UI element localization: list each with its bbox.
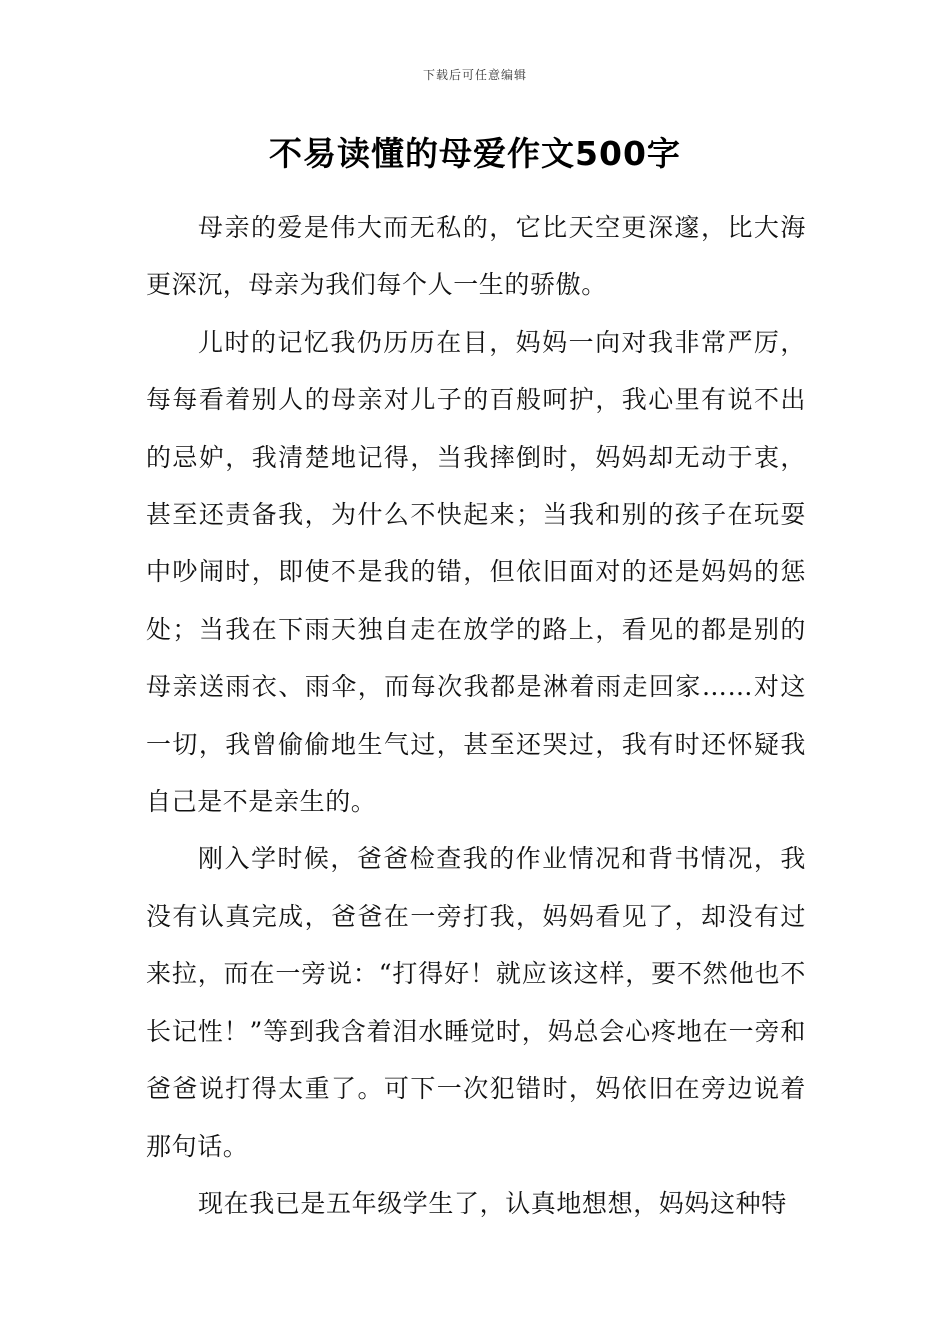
paragraph-1: 母亲的爱是伟大而无私的，它比天空更深邃，比大海更深沉，母亲为我们每个人一生的骄傲。 (146, 213, 806, 300)
paragraph-3: 刚入学时候，爸爸检查我的作业情况和背书情况，我没有认真完成，爸爸在一旁打我，妈妈看见了，却没有过来拉，而在一旁说：“打得好！就应该这样，要不然他也不长记性！”等到我含着泪水睡觉时，妈总会心疼地在一旁和爸爸说打得太重了。可下一次犯错时，妈依旧在旁边说着那句话。 (146, 844, 806, 1161)
paragraph-4: 现在我已是五年级学生了，认真地想想，妈妈这种特 (198, 1188, 787, 1218)
document-title: 不易读懂的母爱作文500字 (269, 134, 681, 173)
header-note: 下载后可任意编辑 (422, 68, 527, 82)
document-body (146, 199, 806, 1232)
paragraph-2: 儿时的记忆我仍历历在目，妈妈一向对我非常严厉，每每看着别人的母亲对儿子的百般呵护，我心里有说不出的忌妒，我清楚地记得，当我摔倒时，妈妈却无动于衷，甚至还责备我，为什么不快起来；当我和别的孩子在玩耍中吵闹时，即使不是我的错，但依旧面对的还是妈妈的惩处；当我在下雨天独自走在放学的路上，看见的都是别的母亲送雨衣、雨伞，而每次我都是淋着雨走回家……对这一切，我曾偷偷地生气过，甚至还哭过，我有时还怀疑我自己是不是亲生的。 (146, 327, 806, 817)
